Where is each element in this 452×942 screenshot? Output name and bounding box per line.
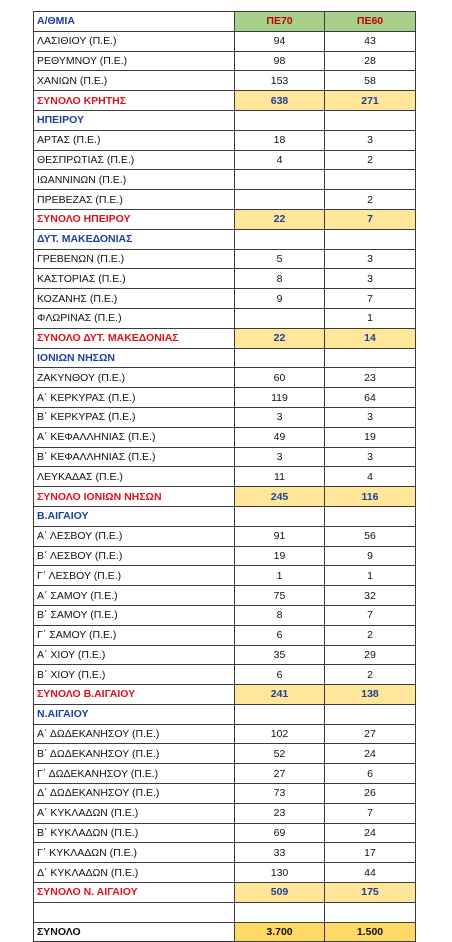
pe60-cell [325,348,416,368]
table-row [34,863,416,883]
row-label: ΚΑΣΤΟΡΙΑΣ (Π.Ε.) [34,269,235,289]
pe70-cell: 52 [235,744,325,764]
table-row [34,249,416,269]
table-row [34,784,416,804]
pe60-cell: 4 [325,467,416,487]
row-label: ΡΕΘΥΜΝΟΥ (Π.Ε.) [34,51,235,71]
row-label: ΙΟΝΙΩΝ ΝΗΣΩΝ [34,348,235,368]
pe70-cell: 509 [235,883,325,903]
pe70-cell: 27 [235,764,325,784]
pe70-cell: 6 [235,665,325,685]
pe60-cell: 3 [325,130,416,150]
pe60-cell: 28 [325,51,416,71]
total-row [34,487,416,507]
pe60-cell: 7 [325,605,416,625]
table-row [34,368,416,388]
row-label: Ν.ΑΙΓΑΙΟΥ [34,704,235,724]
pe60-cell: 26 [325,784,416,804]
row-label: ΣΥΝΟΛΟ ΙΟΝΙΩΝ ΝΗΣΩΝ [34,487,235,507]
row-label: Α΄ ΧΙΟΥ (Π.Ε.) [34,645,235,665]
row-label: ΑΡΤΑΣ (Π.Ε.) [34,130,235,150]
total-row [34,209,416,229]
pe60-cell: 24 [325,744,416,764]
pe60-cell [325,506,416,526]
pe60-cell: 9 [325,546,416,566]
pe70-cell: 18 [235,130,325,150]
table-row [34,526,416,546]
region-row [34,704,416,724]
pe70-cell: 91 [235,526,325,546]
region-row [34,348,416,368]
total-row [34,91,416,111]
pe70-cell: 153 [235,71,325,91]
row-label: ΛΑΣΙΘΙΟΥ (Π.Ε.) [34,31,235,51]
pe70-cell [235,110,325,130]
table-row [34,665,416,685]
row-label: Α΄ ΣΑΜΟΥ (Π.Ε.) [34,586,235,606]
row-label: Δ΄ ΔΩΔΕΚΑΝΗΣΟΥ (Π.Ε.) [34,784,235,804]
table-row [34,447,416,467]
pe70-cell: 3.700 [235,922,325,942]
pe60-cell: 43 [325,31,416,51]
pe60-cell: 271 [325,91,416,111]
table-row [34,586,416,606]
pe60-cell: 116 [325,487,416,507]
table-row [34,388,416,408]
row-label: ΣΥΝΟΛΟ Β.ΑΙΓΑΙΟΥ [34,685,235,705]
row-label: ΚΟΖΑΝΗΣ (Π.Ε.) [34,289,235,309]
pe60-cell: 7 [325,289,416,309]
table-row [34,130,416,150]
row-label: ΖΑΚΥΝΘΟΥ (Π.Ε.) [34,368,235,388]
region-row [34,506,416,526]
row-label: ΣΥΝΟΛΟ Ν. ΑΙΓΑΙΟΥ [34,883,235,903]
pe70-cell [235,902,325,922]
row-label: ΗΠΕΙΡΟΥ [34,110,235,130]
pe60-cell: 19 [325,427,416,447]
pe60-cell: 58 [325,71,416,91]
pe60-cell [325,110,416,130]
pe70-cell: 102 [235,724,325,744]
pe70-cell: 22 [235,209,325,229]
pe60-cell: 6 [325,764,416,784]
row-label: ΧΑΝΙΩΝ (Π.Ε.) [34,71,235,91]
row-label: Β΄ ΚΥΚΛΑΔΩΝ (Π.Ε.) [34,823,235,843]
pe60-cell: 27 [325,724,416,744]
table-row [34,605,416,625]
pe70-cell: 8 [235,605,325,625]
pe60-cell: 14 [325,328,416,348]
pe60-cell [325,170,416,190]
row-label: Β΄ ΚΕΦΑΛΛΗΝΙΑΣ (Π.Ε.) [34,447,235,467]
pe70-cell: 23 [235,803,325,823]
table-row [34,51,416,71]
pe70-cell: 1 [235,566,325,586]
table-row [34,31,416,51]
pe70-cell: 75 [235,586,325,606]
pe60-cell: 3 [325,407,416,427]
table-row [34,724,416,744]
table-header-row [34,12,416,32]
pe70-cell: 33 [235,843,325,863]
row-label: Α΄ ΔΩΔΕΚΑΝΗΣΟΥ (Π.Ε.) [34,724,235,744]
row-label: Β.ΑΙΓΑΙΟΥ [34,506,235,526]
row-label: Α΄ ΚΕΡΚΥΡΑΣ (Π.Ε.) [34,388,235,408]
table-row [34,744,416,764]
pe70-cell: 94 [235,31,325,51]
table-row [34,170,416,190]
row-label: Δ΄ ΚΥΚΛΑΔΩΝ (Π.Ε.) [34,863,235,883]
table-row [34,150,416,170]
pe70-cell: 35 [235,645,325,665]
table-row [34,407,416,427]
allocation-table [33,11,416,942]
row-label: Β΄ ΚΕΡΚΥΡΑΣ (Π.Ε.) [34,407,235,427]
pe70-cell: 5 [235,249,325,269]
pe70-cell: 245 [235,487,325,507]
pe70-cell: 8 [235,269,325,289]
table-row [34,625,416,645]
row-label: ΣΥΝΟΛΟ [34,922,235,942]
pe70-cell: 241 [235,685,325,705]
table-row [34,289,416,309]
row-label: Β΄ ΛΕΣΒΟΥ (Π.Ε.) [34,546,235,566]
total-row [34,328,416,348]
pe60-cell: 2 [325,665,416,685]
pe70-cell: 69 [235,823,325,843]
table-row [34,467,416,487]
table-row [34,308,416,328]
pe60-cell: 3 [325,269,416,289]
row-label: Β΄ ΣΑΜΟΥ (Π.Ε.) [34,605,235,625]
row-label: ΣΥΝΟΛΟ ΚΡΗΤΗΣ [34,91,235,111]
table-row [34,764,416,784]
pe60-cell: 17 [325,843,416,863]
row-label: ΛΕΥΚΑΔΑΣ (Π.Ε.) [34,467,235,487]
pe70-cell: 11 [235,467,325,487]
pe60-cell: 32 [325,586,416,606]
pe70-cell [235,170,325,190]
row-label: Α΄ ΚΕΦΑΛΛΗΝΙΑΣ (Π.Ε.) [34,427,235,447]
pe70-cell: 3 [235,447,325,467]
pe60-cell: 175 [325,883,416,903]
pe70-cell [235,506,325,526]
row-label: Β΄ ΧΙΟΥ (Π.Ε.) [34,665,235,685]
pe70-cell: 4 [235,150,325,170]
pe60-cell: 29 [325,645,416,665]
pe60-cell: 56 [325,526,416,546]
total-row [34,685,416,705]
pe70-cell: 73 [235,784,325,804]
pe70-cell: 60 [235,368,325,388]
pe60-cell [325,704,416,724]
row-label: Γ΄ ΔΩΔΕΚΑΝΗΣΟΥ (Π.Ε.) [34,764,235,784]
row-label: ΣΥΝΟΛΟ ΗΠΕΙΡΟΥ [34,209,235,229]
spacer-row [34,902,416,922]
pe60-cell: 2 [325,190,416,210]
table-row [34,843,416,863]
header-label: Α/ΘΜΙΑ [34,12,235,32]
pe70-cell: 3 [235,407,325,427]
row-label: ΓΡΕΒΕΝΩΝ (Π.Ε.) [34,249,235,269]
pe60-cell: 1 [325,308,416,328]
table-row [34,803,416,823]
row-label: Γ΄ ΚΥΚΛΑΔΩΝ (Π.Ε.) [34,843,235,863]
pe60-cell: 2 [325,625,416,645]
pe70-cell: 49 [235,427,325,447]
table-row [34,645,416,665]
pe70-cell: 98 [235,51,325,71]
row-label: Γ΄ ΣΑΜΟΥ (Π.Ε.) [34,625,235,645]
grand-row [34,922,416,942]
pe60-cell: 24 [325,823,416,843]
row-label: ΣΥΝΟΛΟ ΔΥΤ. ΜΑΚΕΔΟΝΙΑΣ [34,328,235,348]
region-row [34,110,416,130]
pe70-cell: 9 [235,289,325,309]
pe60-cell: 1 [325,566,416,586]
table-row [34,566,416,586]
row-label: Γ΄ ΛΕΣΒΟΥ (Π.Ε.) [34,566,235,586]
pe60-cell [325,902,416,922]
pe70-cell: 130 [235,863,325,883]
pe70-cell [235,348,325,368]
pe70-cell [235,190,325,210]
pe70-cell: 119 [235,388,325,408]
table-row [34,546,416,566]
pe60-cell: 1.500 [325,922,416,942]
pe70-cell: 6 [235,625,325,645]
row-label: ΘΕΣΠΡΩΤΙΑΣ (Π.Ε.) [34,150,235,170]
total-row [34,883,416,903]
region-row [34,229,416,249]
row-label: Α΄ ΚΥΚΛΑΔΩΝ (Π.Ε.) [34,803,235,823]
table-row [34,427,416,447]
pe60-cell: 138 [325,685,416,705]
row-label: ΙΩΑΝΝΙΝΩΝ (Π.Ε.) [34,170,235,190]
row-label: Β΄ ΔΩΔΕΚΑΝΗΣΟΥ (Π.Ε.) [34,744,235,764]
row-label: ΔΥΤ. ΜΑΚΕΔΟΝΙΑΣ [34,229,235,249]
pe70-cell: 19 [235,546,325,566]
pe60-cell: 64 [325,388,416,408]
pe60-cell: 7 [325,803,416,823]
pe70-cell [235,229,325,249]
pe70-cell: 638 [235,91,325,111]
pe60-cell: 2 [325,150,416,170]
table-row [34,269,416,289]
pe60-cell: 3 [325,447,416,467]
pe60-cell: 44 [325,863,416,883]
header-pe60: ΠΕ60 [325,12,416,32]
pe60-cell: 3 [325,249,416,269]
row-label: ΠΡΕΒΕΖΑΣ (Π.Ε.) [34,190,235,210]
pe70-cell [235,704,325,724]
pe70-cell: 22 [235,328,325,348]
table-row [34,71,416,91]
pe60-cell: 7 [325,209,416,229]
row-label: ΦΛΩΡΙΝΑΣ (Π.Ε.) [34,308,235,328]
header-pe70: ΠΕ70 [235,12,325,32]
pe70-cell [235,308,325,328]
row-label: Α΄ ΛΕΣΒΟΥ (Π.Ε.) [34,526,235,546]
table-row [34,190,416,210]
table-row [34,823,416,843]
pe60-cell: 23 [325,368,416,388]
row-label [34,902,235,922]
pe60-cell [325,229,416,249]
